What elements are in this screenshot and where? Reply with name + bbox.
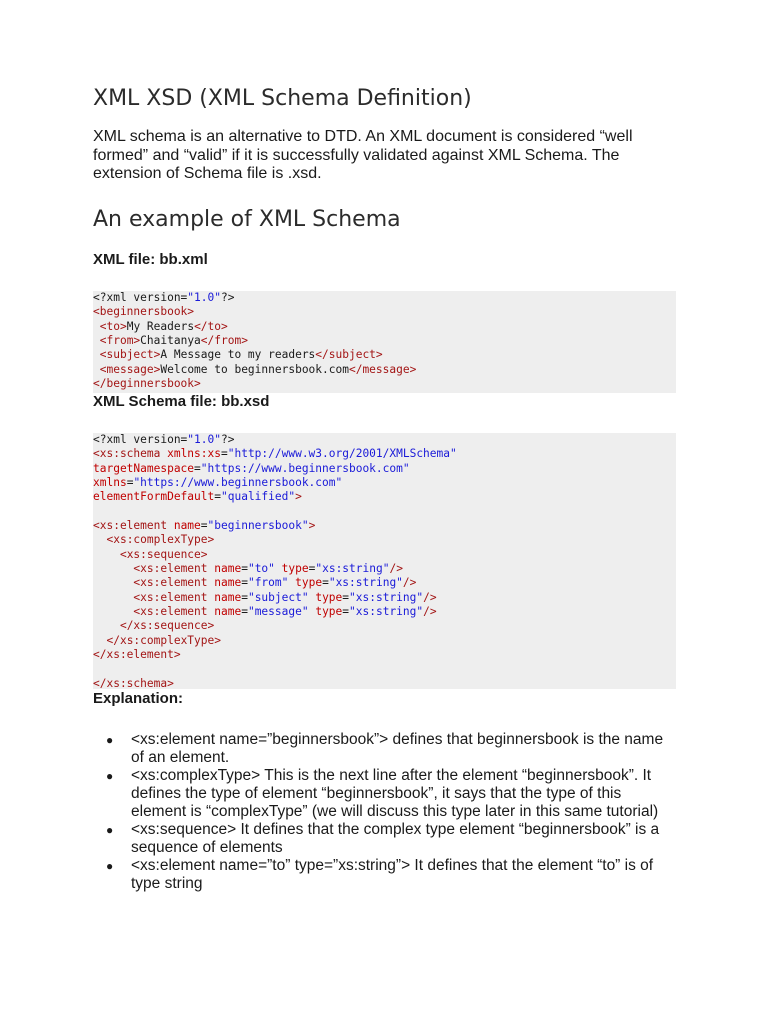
bullet-icon: ●: [106, 859, 114, 873]
xsd-code-line: [93, 433, 676, 447]
xml-code-token: </from>: [200, 334, 248, 348]
xml-code-line: [93, 291, 676, 305]
xsd-code-token: "from": [247, 576, 289, 590]
xsd-code-token: [93, 619, 120, 632]
xsd-code-token: "xs:string": [349, 605, 424, 619]
xsd-code-token: "xs:string": [328, 576, 403, 590]
xsd-code-token: <xs:sequence>: [119, 547, 208, 561]
xsd-code-token: "https://www.beginnersbook.com": [133, 476, 343, 490]
xml-code-token: <subject>: [99, 348, 161, 362]
xsd-code-token: [93, 634, 106, 647]
xsd-code-token: "http://www.w3.org/2001/XMLSchema": [227, 447, 457, 461]
list-item-text: <xs:sequence> It defines that the complex type element “beginnersbook” is a sequence of elements: [131, 821, 660, 856]
xsd-code-token: "qualified": [221, 490, 296, 504]
xsd-code-line: [93, 519, 676, 533]
xml-code-token: [93, 320, 100, 333]
xsd-code-token: =: [194, 461, 201, 475]
bullet-icon: ●: [106, 769, 114, 783]
list-item: [93, 821, 676, 857]
xsd-code-token: [275, 562, 282, 575]
xml-code-token: Chaitanya: [140, 334, 201, 348]
xsd-code-token: <xs:element: [93, 519, 174, 533]
xsd-code-token: </xs:complexType>: [106, 633, 221, 647]
xsd-code-token: name: [214, 590, 242, 604]
xml-file-label: XML file: bb.xml: [93, 251, 208, 268]
xsd-code-token: "message": [247, 605, 309, 619]
xsd-code-line: [93, 505, 676, 519]
xml-code-token: </subject>: [315, 348, 383, 362]
xsd-code-token: =: [214, 490, 221, 504]
xsd-code-token: "https://www.beginnersbook.com": [200, 461, 410, 475]
xml-code-token: </beginnersbook>: [93, 377, 201, 391]
xsd-code-token: =: [126, 476, 134, 490]
xsd-code-token: type: [295, 576, 323, 590]
xsd-code-token: elementFormDefault: [93, 490, 215, 504]
list-item: [93, 731, 676, 767]
xml-code-token: </message>: [348, 362, 417, 376]
xml-code-token: <message>: [99, 362, 161, 376]
xml-code-token: My Readers: [126, 319, 195, 333]
bullet-icon: ●: [106, 823, 114, 837]
xsd-code-line: [93, 634, 676, 648]
xsd-code-token: <xs:element: [133, 605, 215, 619]
xsd-code-token: =: [220, 447, 228, 461]
example-heading: An example of XML Schema: [93, 207, 401, 232]
xsd-code-token: =: [308, 562, 316, 576]
xml-code-token: A Message to my readers: [160, 348, 316, 362]
xsd-code-token: type: [281, 562, 309, 576]
xsd-code-token: =: [200, 519, 208, 533]
xml-code-token: "1.0": [187, 291, 221, 304]
xsd-code-token: =: [241, 562, 248, 576]
intro-paragraph: XML schema is an alternative to DTD. An XML document is considered “well formed” and “valid” if it is successfully validated against XML Schema. The extension of Schema file is .xsd.: [93, 128, 633, 182]
xsd-code-token: [93, 533, 106, 546]
xsd-code-token: [93, 605, 133, 618]
xsd-code-token: <xs:element: [133, 562, 215, 576]
xsd-code-token: />: [423, 590, 437, 604]
xsd-code-block: [93, 433, 676, 689]
xsd-code-token: />: [389, 562, 403, 576]
list-item: [93, 857, 676, 893]
xml-code-token: <to>: [99, 319, 127, 333]
xsd-code-token: xmlns:xs: [167, 447, 221, 461]
list-item-text: <xs:element name=”to” type=”xs:string”> It defines that the element “to” is of type string: [131, 857, 654, 892]
xsd-code-token: =: [241, 576, 248, 590]
xsd-code-token: [93, 548, 120, 561]
explanation-label: Explanation:: [93, 690, 184, 707]
xml-code-token: </to>: [194, 319, 228, 333]
xsd-code-token: =: [342, 605, 350, 619]
xsd-code-token: ?>: [220, 433, 235, 446]
xsd-file-label: XML Schema file: bb.xsd: [93, 393, 270, 410]
xsd-code-token: <?xml version=: [93, 433, 188, 446]
list-item-text: <xs:element name=”beginnersbook”> defines that beginnersbook is the name of an element.: [131, 731, 664, 766]
xml-code-line: [93, 363, 676, 377]
xsd-code-token: name: [214, 605, 242, 619]
xml-code-token: <?xml version=: [93, 291, 188, 304]
list-item-text: <xs:complexType> This is the next line after the element “beginnersbook”. It defines the type of element “beginnersbook”, it says that the type of this element is “complexType” (we will discuss this type later in this same tutorial): [131, 767, 659, 820]
xsd-code-token: "beginnersbook": [207, 519, 309, 533]
xsd-code-line: [93, 648, 676, 662]
xsd-code-token: </xs:element>: [93, 648, 181, 662]
xsd-code-token: <xs:element: [133, 576, 215, 590]
xsd-code-line: [93, 533, 676, 547]
xsd-code-token: >: [308, 519, 316, 533]
xml-code-line: [93, 334, 676, 348]
xsd-code-token: "to": [247, 562, 275, 576]
xsd-code-line: [93, 576, 676, 590]
xsd-code-token: </xs:sequence>: [119, 619, 215, 633]
xsd-code-token: type: [315, 605, 343, 619]
xsd-code-token: xmlns: [93, 476, 127, 490]
xsd-code-token: [93, 562, 133, 575]
xsd-code-token: <xs:schema: [93, 447, 168, 461]
xsd-code-line: [93, 619, 676, 633]
xsd-code-token: "1.0": [187, 433, 221, 446]
xsd-code-token: />: [423, 605, 437, 619]
list-item: [93, 767, 676, 821]
xsd-code-line: [93, 591, 676, 605]
xsd-code-token: =: [241, 590, 248, 604]
xml-code-block: [93, 291, 676, 393]
xsd-code-line: [93, 490, 676, 504]
xsd-code-token: =: [342, 590, 350, 604]
xsd-code-token: <xs:complexType>: [106, 533, 215, 547]
page-title: XML XSD (XML Schema Definition): [93, 86, 472, 111]
xsd-code-line: [93, 476, 676, 490]
explanation-list: [93, 731, 676, 893]
xsd-code-line: [93, 562, 676, 576]
xml-code-token: <from>: [99, 334, 141, 348]
xml-code-line: [93, 320, 676, 334]
xsd-code-line: [93, 605, 676, 619]
xsd-code-token: name: [214, 562, 242, 576]
xml-code-token: ?>: [220, 291, 235, 304]
xml-code-token: Welcome to beginnersbook.com: [160, 362, 349, 376]
xsd-code-token: type: [315, 590, 343, 604]
xsd-code-token: </xs:schema>: [93, 676, 174, 690]
xml-code-line: [93, 377, 676, 391]
xml-code-token: [93, 363, 100, 376]
xsd-code-token: "subject": [247, 590, 309, 604]
bullet-icon: ●: [106, 733, 114, 747]
xml-code-token: [93, 348, 100, 361]
xsd-code-token: name: [173, 519, 201, 533]
xsd-code-line: [93, 548, 676, 562]
xsd-code-token: />: [402, 576, 417, 590]
xsd-code-line: [93, 447, 676, 461]
xsd-code-token: targetNamespace: [93, 461, 195, 475]
xsd-code-token: "xs:string": [349, 590, 424, 604]
xsd-code-token: =: [322, 576, 329, 590]
xsd-code-token: "xs:string": [315, 562, 390, 576]
xsd-code-token: name: [214, 576, 242, 590]
xml-code-line: [93, 305, 676, 319]
xsd-code-token: <xs:element: [133, 590, 215, 604]
xsd-code-line: [93, 663, 676, 677]
xsd-code-token: >: [295, 490, 302, 504]
xml-code-line: [93, 348, 676, 362]
xsd-code-token: [93, 576, 133, 589]
xsd-code-line: [93, 462, 676, 476]
xml-code-token: <beginnersbook>: [93, 305, 195, 319]
xsd-code-token: [93, 591, 133, 604]
xsd-code-token: =: [241, 605, 248, 619]
xml-code-token: [93, 334, 100, 347]
